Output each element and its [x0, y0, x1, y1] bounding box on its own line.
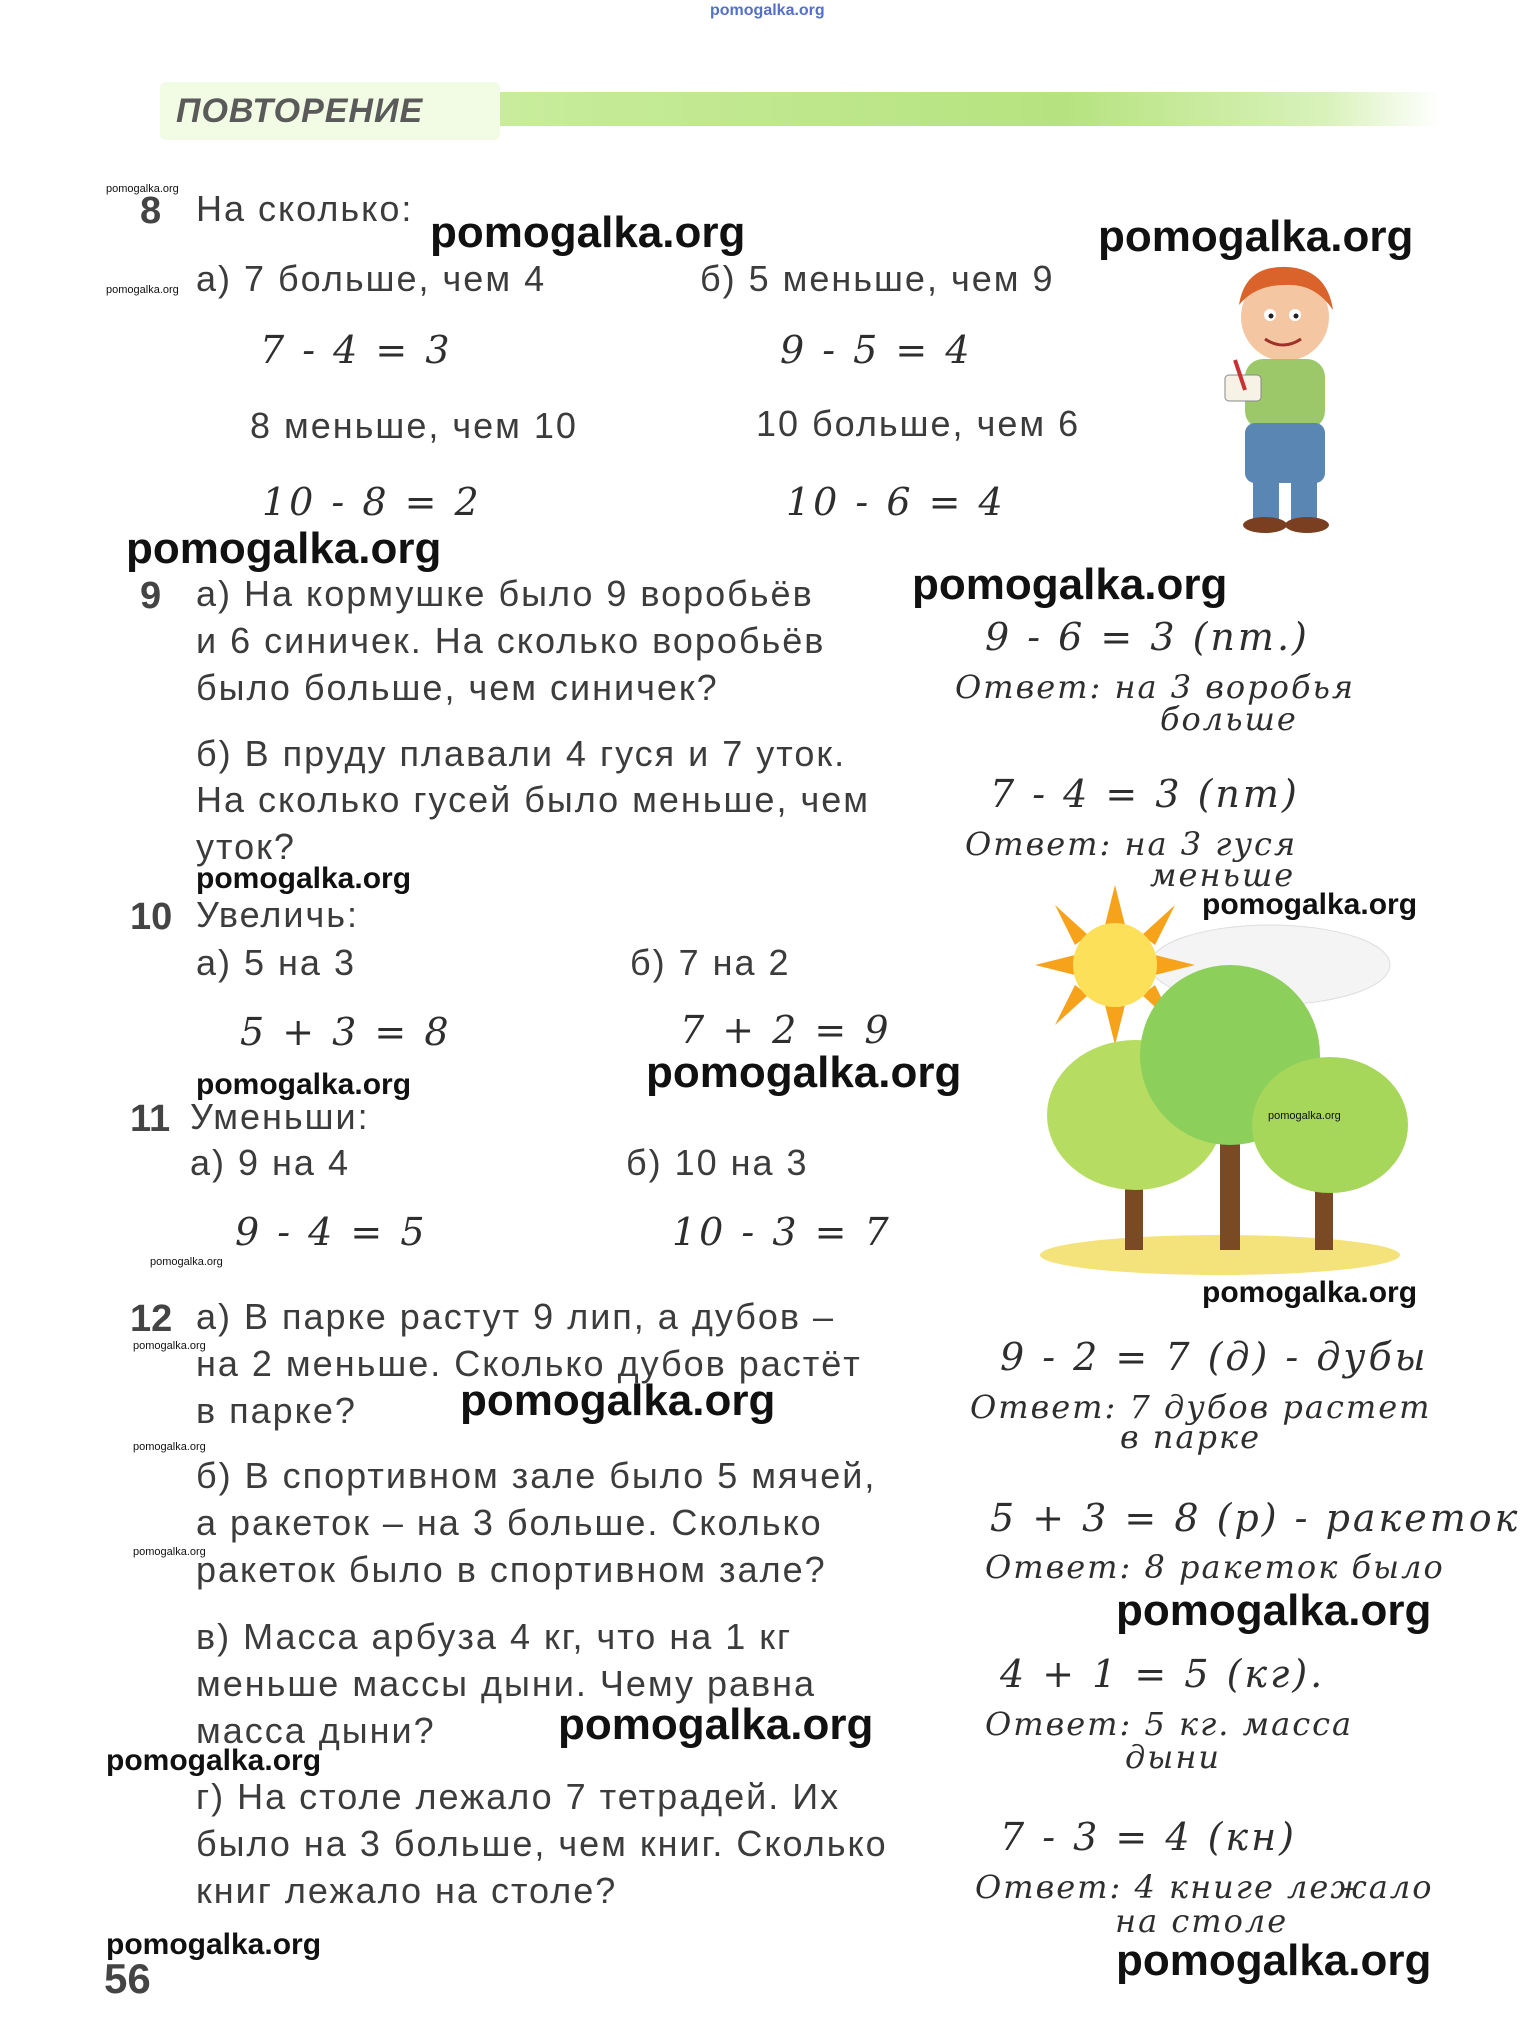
watermark: pomogalka.org — [1202, 1276, 1418, 1309]
task-9-a-solution: 9 - 6 = 3 (пт.) — [985, 615, 1310, 659]
task-12-a-line2: на 2 меньше. Сколько дубов растёт — [196, 1343, 862, 1384]
task-8-c: 8 меньше, чем 10 — [250, 405, 578, 446]
task-8-number: 8 — [140, 190, 162, 232]
task-12-c-line1: в) Масса арбуза 4 кг, что на 1 кг — [196, 1616, 793, 1657]
section-title: ПОВТОРЕНИЕ — [176, 92, 424, 130]
watermark-small: pomogalka.org — [106, 183, 179, 195]
task-12-a-answer-line1: Ответ: 7 дубов растет — [970, 1388, 1432, 1426]
task-9-b-answer-line1: Ответ: на 3 гуся — [965, 825, 1298, 863]
watermark: pomogalka.org — [196, 862, 412, 895]
task-12-b-line1: б) В спортивном зале было 5 мячей, — [196, 1455, 877, 1496]
task-12-c-solution: 4 + 1 = 5 (кг). — [1000, 1652, 1326, 1696]
watermark: pomogalka.org — [1098, 212, 1414, 261]
task-9-a-line3: было больше, чем синичек? — [196, 667, 719, 708]
watermark: pomogalka.org — [1116, 1936, 1432, 1985]
watermark: pomogalka.org — [106, 1744, 322, 1777]
watermark: pomogalka.org — [196, 1068, 412, 1101]
task-12-b-line3: ракеток было в спортивном зале? — [196, 1549, 827, 1590]
sun-and-trees-illustration — [1030, 885, 1410, 1275]
task-8-a-answer: 7 - 4 = 3 — [260, 328, 453, 372]
task-8-b-answer: 9 - 5 = 4 — [780, 328, 973, 372]
task-11-b-answer: 10 - 3 = 7 — [672, 1210, 892, 1254]
task-8-d: 10 больше, чем 6 — [756, 403, 1081, 444]
task-10-prompt: Увеличь: — [196, 894, 360, 935]
task-12-d-line1: г) На столе лежало 7 тетрадей. Их — [196, 1776, 841, 1817]
task-8-prompt: На сколько: — [196, 188, 414, 229]
watermark: pomogalka.org — [460, 1376, 776, 1425]
watermark: pomogalka.org — [430, 208, 746, 257]
task-9-a-line1: а) На кормушке было 9 воробьёв — [196, 573, 814, 614]
task-11-prompt: Уменьши: — [190, 1096, 370, 1137]
watermark: pomogalka.org — [106, 1928, 322, 1961]
watermark: pomogalka.org — [912, 560, 1228, 609]
task-9-b-line3: уток? — [196, 826, 296, 867]
task-8-d-answer: 10 - 6 = 4 — [786, 480, 1006, 524]
task-8-c-answer: 10 - 8 = 2 — [262, 480, 482, 524]
task-11-a-answer: 9 - 4 = 5 — [235, 1210, 428, 1254]
watermark: pomogalka.org — [558, 1700, 874, 1749]
task-12-c-answer-line2: дыни — [1125, 1738, 1222, 1776]
task-8-b: б) 5 меньше, чем 9 — [700, 258, 1055, 299]
task-10-number: 10 — [130, 896, 173, 938]
task-11-number: 11 — [130, 1098, 171, 1140]
task-12-d-solution: 7 - 3 = 4 (кн) — [1000, 1815, 1297, 1859]
watermark-small: pomogalka.org — [133, 1340, 206, 1352]
task-10-b: б) 7 на 2 — [630, 942, 791, 983]
task-12-a-solution: 9 - 2 = 7 (д) - дубы — [1000, 1335, 1429, 1379]
task-12-c-line2: меньше массы дыни. Чему равна — [196, 1663, 817, 1704]
watermark-small: pomogalka.org — [1268, 1110, 1341, 1122]
watermark-small: pomogalka.org — [133, 1546, 206, 1558]
section-header-bar — [500, 92, 1440, 126]
task-12-d-answer-line1: Ответ: 4 книге лежало — [975, 1868, 1434, 1906]
boy-illustration — [1215, 255, 1345, 535]
task-11-b: б) 10 на 3 — [626, 1142, 809, 1183]
task-8-a: а) 7 больше, чем 4 — [196, 258, 547, 299]
task-10-a: а) 5 на 3 — [196, 942, 356, 983]
watermark: pomogalka.org — [1116, 1586, 1432, 1635]
watermark: pomogalka.org — [646, 1048, 962, 1097]
task-9-a-answer-line1: Ответ: на 3 воробья — [955, 668, 1356, 706]
task-9-a-line2: и 6 синичек. На сколько воробьёв — [196, 620, 826, 661]
task-12-c-answer-line1: Ответ: 5 кг. масса — [985, 1705, 1354, 1743]
watermark-small: pomogalka.org — [133, 1441, 206, 1453]
task-12-d-answer-line2: на столе — [1115, 1902, 1289, 1940]
page-number: 56 — [104, 1955, 151, 2002]
task-9-a-answer-line2: больше — [1160, 700, 1298, 738]
task-12-b-solution: 5 + 3 = 8 (р) - ракеток — [990, 1496, 1521, 1540]
task-12-a-answer-line2: в парке — [1120, 1418, 1262, 1456]
task-9-b-answer-line2: меньше — [1150, 856, 1296, 894]
task-11-a: а) 9 на 4 — [190, 1142, 350, 1183]
task-12-c-line3: масса дыни? — [196, 1710, 436, 1751]
task-12-b-answer: Ответ: 8 ракеток было — [985, 1548, 1445, 1586]
watermark: pomogalka.org — [1202, 888, 1418, 921]
task-12-d-line3: книг лежало на столе? — [196, 1870, 618, 1911]
task-9-b-line2: На сколько гусей было меньше, чем — [196, 779, 870, 820]
watermark-small: pomogalka.org — [106, 284, 179, 296]
task-12-number: 12 — [130, 1298, 173, 1340]
watermark: pomogalka.org — [126, 524, 442, 573]
task-9-number: 9 — [140, 575, 162, 617]
task-10-a-answer: 5 + 3 = 8 — [240, 1010, 452, 1054]
task-10-b-answer: 7 + 2 = 9 — [680, 1008, 892, 1052]
task-12-d-line2: было на 3 больше, чем книг. Сколько — [196, 1823, 888, 1864]
top-site-link[interactable]: pomogalka.org — [710, 2, 825, 19]
watermark-small: pomogalka.org — [150, 1256, 223, 1268]
task-9-b-line1: б) В пруду плавали 4 гуся и 7 уток. — [196, 733, 847, 774]
task-12-b-line2: а ракеток – на 3 больше. Сколько — [196, 1502, 823, 1543]
task-9-b-solution: 7 - 4 = 3 (пт) — [990, 772, 1300, 816]
task-12-a-line3: в парке? — [196, 1390, 357, 1431]
task-12-a-line1: а) В парке растут 9 лип, а дубов – — [196, 1296, 836, 1337]
